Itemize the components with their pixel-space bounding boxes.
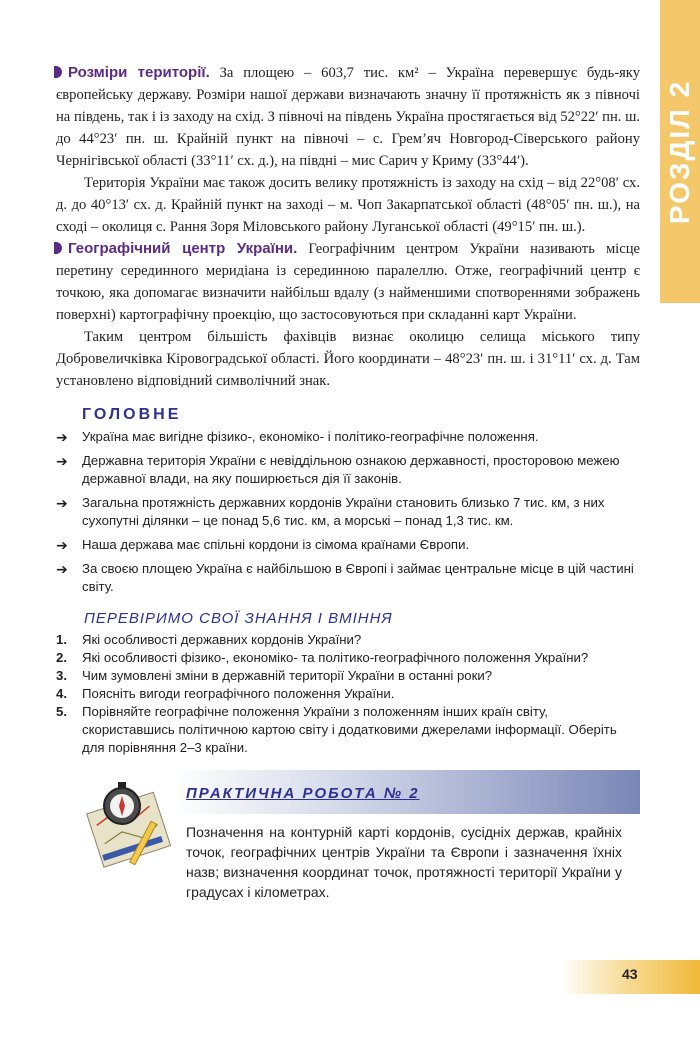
list-item: ➔ За своєю площею Україна є найбільшою в Європі і займає центральне місце в цій частині світу. [56,561,634,594]
page-number: 43 [622,966,638,982]
list-item: ➔ Україна має вигідне фізико-, економіко- і політико-географічне положення. [56,429,539,445]
size-lead: Розміри території. [68,64,210,81]
arrow-icon: ➔ [56,537,68,553]
list-item: 3. Чим зумовлені зміни в державній території України в останні роки? [56,668,493,683]
center-paragraph [56,238,640,326]
list-item: ➔ Загальна протяжність державних кордонів України становить близько 7 тис. км, з них сухопутні ділянки – це понад 5,6 тис. км, а морські – понад 1,3 тис. км. [56,495,605,528]
check-knowledge-heading: ПЕРЕВІРИМО СВОЇ ЗНАННЯ І ВМІННЯ [84,610,393,627]
list-item: ➔ Державна територія України є невіддільною ознакою державності, просторовою межею державної влади, на яку поширюється дія її законів. [56,453,620,486]
size-text: За площею – 603,7 тис. км² – Україна перевершує будь-яку європейську державу. Розміри нашої держави визначають значну її протяжність як з півночі на південь, так і із заходу на схід. З півночі на південь Україна простягається від 52°22′ пн. ш. до 44°23′ пн. ш. Крайній пункт на півночі – с. Грем’яч Новгород-Сіверського району Чернігівської області (33°11′ сх. д.), на півдні – мис Сарич у Криму (33°44′). [56,65,640,169]
compass-map-icon [78,776,178,872]
main-points-list [56,428,640,596]
arrow-icon: ➔ [56,561,68,577]
section-bullet-icon [54,242,62,254]
page-content [56,62,640,757]
section-bullet-icon [54,66,62,78]
arrow-icon: ➔ [56,453,68,469]
section-tab-label: РОЗДІЛ 2 [664,79,696,224]
practice-title: ПРАКТИЧНА РОБОТА № 2 [186,785,420,802]
size-paragraph [56,62,640,172]
list-item: 5. Порівняйте географічне положення України з положенням інших країн світу, скориставшись політичною картою світу і додатковими джерелами інформації. Оберіть для порівняння 2–3 країни. [56,704,617,755]
center-text: Географічним центром України називають місце перетину серединного меридіана із серединною паралеллю. Отже, географічний центр є точкою, яка допомагає визначити найбільш вдалу (з найменшими спотвореннями зображень поверхні) картографічну проекцію, що застосовуються при складанні карт України. [56,241,640,323]
questions-list [56,631,640,757]
list-item: 4. Поясніть вигоди географічного положення України. [56,686,395,701]
practice-text: Позначення на контурній карті кордонів, сусідніх держав, крайніх точок, географічних центрів України та Європи і зазначення їхніх назв; визначення координат точок, протяжності території України у градусах і кілометрах. [186,824,622,900]
list-item: ➔ Наша держава має спільні кордони із сімома країнами Європи. [56,537,470,553]
arrow-icon: ➔ [56,429,68,445]
size-paragraph-2: Територія України має також досить велику протяжність із заходу на схід – від 22°08′ сх. д. до 40°13′ сх. д. Крайній пункт на заході – м. Чоп Закарпатської області (48°05′ пн. ш.), на сході – околиця с. Рання Зоря Міловського району Луганської області (49°15′ пн. ш.). [56,175,640,235]
list-item: 2. Які особливості фізико-, економіко- та політико-географічного положення України? [56,650,589,665]
center-lead: Географічний центр України. [68,240,298,257]
main-points-heading: ГОЛОВНЕ [82,406,182,423]
arrow-icon: ➔ [56,495,68,511]
list-item: 1. Які особливості державних кордонів України? [56,632,362,647]
center-paragraph-2: Таким центром більшість фахівців визнає околицю селища міського типу Добровеличківка Кіровоградської області. Його координати – 48°23′ пн. ш. і 31°11′ сх. д. Там установлено відповідний символічний знак. [56,329,640,389]
section-tab [660,0,700,303]
